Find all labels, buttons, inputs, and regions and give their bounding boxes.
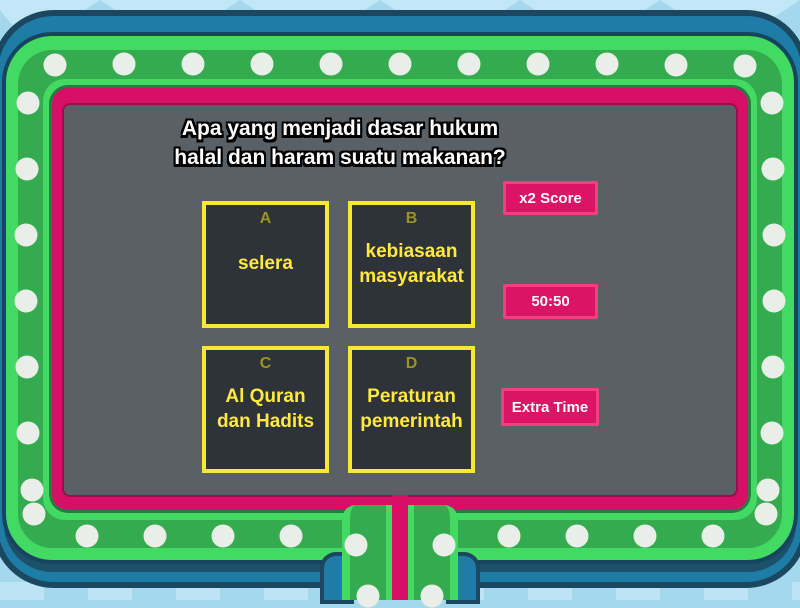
powerup-fifty-fifty-button[interactable]: 50:50 [503,284,598,319]
powerup-extra-time-button[interactable]: Extra Time [501,388,599,426]
answer-letter: C [259,355,272,372]
answer-option-d[interactable] [348,346,475,473]
pedestal-pink-stem [392,495,408,600]
question-text: Apa yang menjadi dasar hukum halal dan haram suatu makanan? [174,117,506,169]
answer-option-c[interactable] [202,346,329,473]
answer-text: Peraturan pemerintah [360,385,463,432]
pedestal-green-right [406,505,458,600]
pedestal-green-left [342,505,394,600]
answer-grid [202,201,475,473]
powerup-x2-score-button[interactable]: x2 Score [503,181,598,215]
answer-option-a[interactable] [202,201,329,328]
answer-text: selera [238,253,293,275]
answer-text: kebiasaan masyarakat [359,240,464,287]
answer-letter: D [405,355,418,372]
answer-text: Al Quran dan Hadits [216,385,315,432]
answer-option-b[interactable] [348,201,475,328]
answer-letter: A [259,210,272,227]
answer-letter: B [405,210,418,227]
